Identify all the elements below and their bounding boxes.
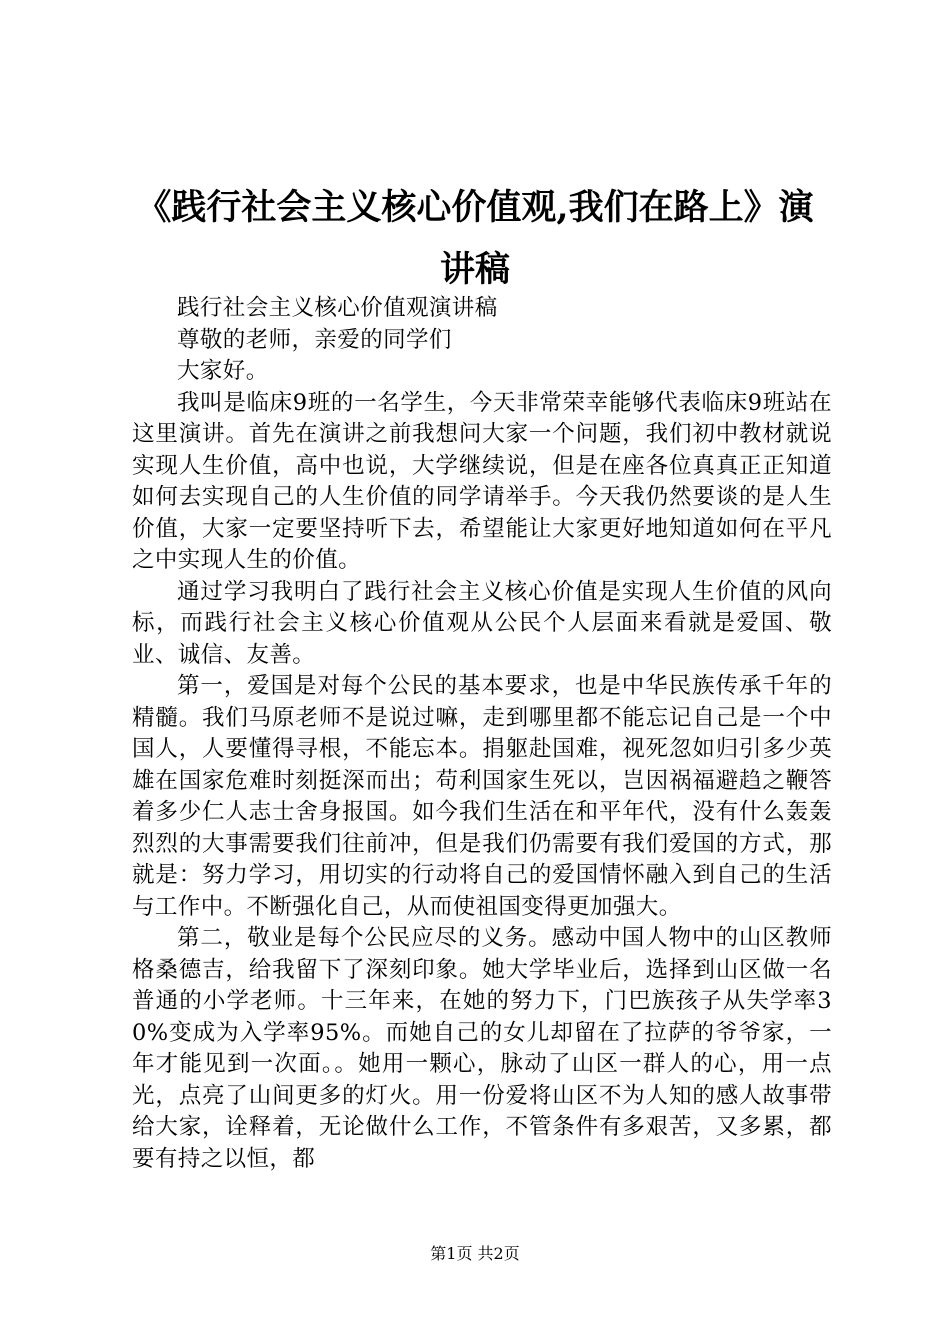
salutation-paragraph: 尊敬的老师，亲爱的同学们	[177, 326, 452, 353]
document-title-line-2: 讲稿	[439, 249, 510, 290]
core-values-paragraph: 通过学习我明白了践行社会主义核心价值是实现人生价值的风向标，而践行社会主义核心价值观从公民个人层面来看就是爱国、敬业、诚信、友善。	[132, 578, 832, 668]
subtitle-paragraph: 践行社会主义核心价值观演讲稿	[177, 295, 498, 321]
greeting-paragraph: 大家好。	[177, 358, 269, 384]
intro-paragraph: 我叫是临床9班的一名学生，今天非常荣幸能够代表临床9班站在这里演讲。首先在演讲之前我想问大家一个问题，我们初中教材就说实现人生价值，高中也说，大学继续说，但是在座各位真真正正知道如何去实现自己的人生价值的同学请举手。今天我仍然要谈的是人生价值，大家一定要坚持听下去，希望能让大家更好地知道如何在平凡之中实现人生的价值。	[132, 389, 832, 573]
document-title-line-1: 《践行社会主义核心价值观,我们在路上》演	[136, 187, 814, 228]
patriotism-paragraph: 第一，爱国是对每个公民的基本要求，也是中华民族传承千年的精髓。我们马原老师不是说过嘛，走到哪里都不能忘记自己是一个中国人，人要懂得寻根，不能忘本。捐躯赴国难，视死忽如归引多少英雄在国家危难时刻挺深而出；苟利国家生死以，岂因祸福避趋之鞭答着多少仁人志士舍身报国。如今我们生活在和平年代，没有什么轰轰烈烈的大事需要我们往前冲，但是我们仍需要有我们爱国的方式，那就是：努力学习，用切实的行动将自己的爱国情怀融入到自己的生活与工作中。不断强化自己，从而使祖国变得更加强大。	[132, 673, 832, 920]
page-footer: 第1页 共2页	[430, 1244, 520, 1263]
document-body	[132, 293, 832, 1175]
dedication-paragraph: 第二，敬业是每个公民应尽的义务。感动中国人物中的山区教师格桑德吉，给我留下了深刻印象。她大学毕业后，选择到山区做一名普通的小学老师。十三年来，在她的努力下，门巴族孩子从失学率30%变成为入学率95%。而她自己的女儿却留在了拉萨的爷爷家，一年才能见到一次面。。她用一颗心，脉动了山区一群人的心，用一点光，点亮了山间更多的灯火。用一份爱将山区不为人知的感人故事带给大家，诠释着，无论做什么工作，不管条件有多艰苦，又多累，都要有持之以恒，都	[132, 925, 832, 1172]
